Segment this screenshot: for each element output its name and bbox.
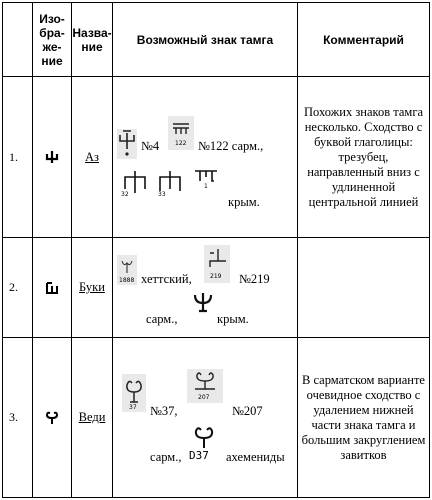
header-name-label: Назва- ние bbox=[72, 25, 112, 54]
sign-label: сарм., bbox=[146, 312, 178, 326]
header-sign bbox=[113, 3, 298, 77]
tile-caption: 1888 bbox=[119, 277, 135, 284]
tamga-fork-icon bbox=[117, 129, 137, 159]
header-empty-cell bbox=[3, 3, 33, 77]
tamga-sign bbox=[156, 167, 184, 199]
row-number: 3. bbox=[3, 338, 33, 498]
header-comment bbox=[298, 3, 430, 77]
sign-label: крым. bbox=[217, 312, 249, 326]
tile-caption: 219 bbox=[210, 273, 222, 280]
header-image-label: Изо- бра- же- ние bbox=[39, 11, 65, 68]
row-image-cell bbox=[33, 77, 72, 238]
tile-caption: 1 bbox=[204, 183, 208, 190]
tile-caption: 122 bbox=[175, 140, 187, 147]
row-signs-cell bbox=[113, 238, 298, 338]
buki-glyph-icon bbox=[45, 281, 59, 295]
tamga-sign-tile bbox=[187, 369, 223, 403]
table-row bbox=[3, 77, 430, 238]
sign-label: ахемениды bbox=[226, 450, 285, 464]
tamga-sign bbox=[189, 424, 219, 464]
header-name bbox=[72, 3, 113, 77]
sign-label: крым. bbox=[228, 195, 260, 209]
tamga-sign-tile bbox=[117, 129, 137, 159]
row-image-cell bbox=[33, 238, 72, 338]
header-image bbox=[33, 3, 72, 77]
tamga-psi-icon bbox=[192, 291, 214, 315]
tamga-sign-tile bbox=[117, 255, 137, 285]
row-comment: Похожих знаков тамга несколько. Сходство с буквой глаголицы: трезубец, направленный вниз с удлиненной центральной линией bbox=[298, 77, 430, 238]
header-sign-label: Возможный знак тамга bbox=[136, 32, 274, 47]
table-row bbox=[3, 238, 430, 338]
row-image-cell bbox=[33, 338, 72, 498]
tamga-table bbox=[2, 2, 430, 498]
tamga-sign-tile bbox=[204, 245, 230, 283]
vedi-curl-glyph-icon bbox=[45, 411, 59, 425]
sign-label: сарм., bbox=[150, 450, 182, 464]
row-comment: В сарматском варианте очевидное сходство с удалением нижней части знака тамга и большим закруглением завитков bbox=[298, 338, 430, 498]
tamga-hook-icon bbox=[192, 165, 220, 197]
table-row bbox=[3, 338, 430, 498]
sign-label: №207 bbox=[232, 404, 263, 418]
sign-label: №122 сарм., bbox=[198, 139, 264, 153]
sign-label: №4 bbox=[141, 139, 160, 153]
tile-caption: 33 bbox=[158, 191, 166, 198]
tamga-curl-icon bbox=[189, 424, 219, 450]
header-row bbox=[3, 3, 430, 77]
row-number: 1. bbox=[3, 77, 33, 238]
tile-caption: 32 bbox=[121, 191, 129, 198]
tile-caption: D37 bbox=[189, 449, 209, 462]
row-signs-cell bbox=[113, 338, 298, 498]
sign-label: хеттский, bbox=[141, 272, 192, 286]
az-trident-glyph-icon bbox=[45, 150, 59, 164]
tamga-sign bbox=[192, 291, 214, 315]
tamga-sign bbox=[192, 165, 220, 197]
sign-label: №219 bbox=[239, 272, 270, 286]
row-number: 2. bbox=[3, 238, 33, 338]
row-signs-cell bbox=[113, 77, 298, 238]
tamga-sign-tile bbox=[122, 374, 146, 412]
row-comment bbox=[298, 238, 430, 338]
sign-label: №37, bbox=[150, 404, 178, 418]
row-name: Аз bbox=[72, 77, 113, 238]
row-name: Веди bbox=[72, 338, 113, 498]
header-comment-label: Комментарий bbox=[323, 32, 404, 47]
tamga-sign bbox=[121, 167, 149, 199]
tile-caption: 37 bbox=[129, 404, 137, 411]
row-name: Буки bbox=[72, 238, 113, 338]
tamga-sign-tile bbox=[168, 116, 194, 150]
tile-caption: 207 bbox=[198, 394, 210, 401]
